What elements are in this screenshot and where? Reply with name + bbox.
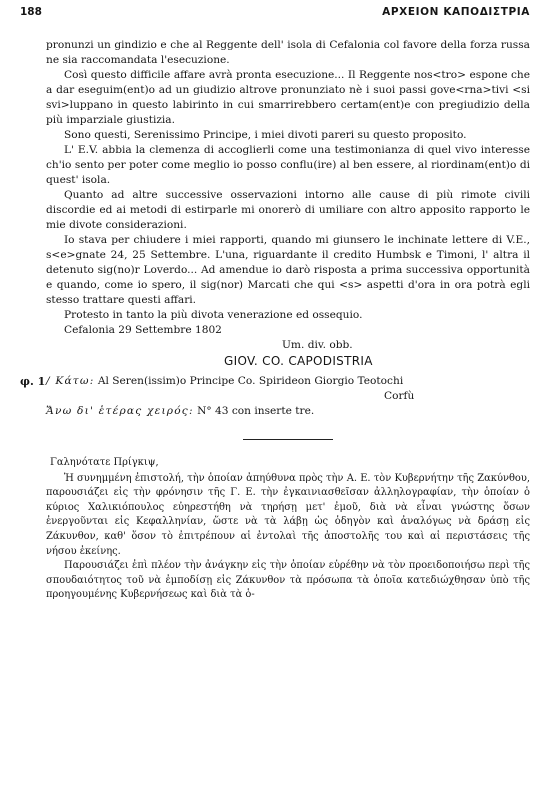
address-block bbox=[20, 374, 530, 419]
address-line bbox=[46, 404, 530, 419]
folio-marker: φ. 1 bbox=[20, 375, 46, 388]
page-body bbox=[20, 38, 530, 603]
greek-salutation: Γαληνότατε Πρίγκιψ, bbox=[50, 457, 159, 468]
letter-date: Cefalonia 29 Settembre 1802 bbox=[64, 324, 222, 336]
greek-paragraph: Ἡ συνημμένη ἐπιστολή, τὴν ὁποίαν ἀπηύθυνα πρὸς τὴν Α. Ε. τὸν Κυβερνήτην τῆς Ζακύνθου, παρουσιάζει εἰς τὴν φρόνησιν τῆς Γ. Ε. τὴν ἐγκαινιασθεῖσαν ἀλληλογραφίαν, τὴν ὁποίαν ὁ κύριος Χαλικιόπουλος εὐηρεστήθη νὰ τηρήσῃ μετ' ἐμοῦ, διὰ νὰ εἶναι γνώστης ὅσων ἐνεργοῦνται εἰς Κεφαλληνίαν, ὥστε νὰ τὰ λάβῃ ὡς ὁδηγὸν καὶ ἀναλόγως νὰ δράσῃ εἰς Ζάκυνθον, καθ' ὅσον τὸ ἐπιτρέπουν αἱ ἐντολαὶ τῆς ἀποστολῆς του καὶ αἱ περιστάσεις τῆς νήσου ἐκείνης. bbox=[46, 472, 530, 557]
address-recipient: Al Seren(issim)o Principe Co. Spirideon Giorgio Teotochi bbox=[97, 375, 404, 387]
italian-paragraph: Così questo difficile affare avrà pronta esecuzione... Il Reggente nos<tro> espone che a dar eseguim(ent)o ad un giudizio altrove pronunziato nè i suoi passi gove<rna>tivi <si svi>luppano in questo labirinto in cui smarrirebbero certam(ent)e con pregiudizio della più imparziale giustizia. bbox=[46, 69, 530, 126]
italian-paragraph: Quanto ad altre successive osservazioni intorno alle cause di più rimote civili discordie ed ai metodi di estirparle mi onorerò di umiliare con altro apposito rapporto le mie divote considerazioni. bbox=[46, 189, 530, 231]
italian-paragraph: Io stava per chiudere i miei rapporti, quando mi giunsero le inchinate lettere di V.E., s<e>gnate 24, 25 Settembre. L'una, riguardante il credito Humbsk e Timoni, l' altra il detenuto sig(no)r Loverdo... Ad amendue io darò risposta a prima successiva opportunità e quando, come io spero, il sig(nor) Marcati che qui <s> aspetti d'ora in ora potrà egli stesso trattare questi affari. bbox=[46, 234, 530, 306]
section-divider bbox=[243, 439, 333, 440]
italian-paragraph: pronunzi un gindizio e che al Reggente dell' isola di Cefalonia col favore della forza russa ne sia raccomandata l'esecuzione. bbox=[46, 39, 530, 66]
signature: GIOV. CO. CAPODISTRIA bbox=[224, 354, 373, 368]
address-line bbox=[46, 374, 530, 389]
closing-line: Protesto in tanto la più divota venerazione ed ossequio. bbox=[64, 309, 363, 321]
sign-off: Um. div. obb. bbox=[282, 339, 353, 351]
greek-translation bbox=[46, 456, 530, 603]
italian-paragraph: L' E.V. abbia la clemenza di accoglierli come una testimonianza di quel vivo interesse ch'io sento per poter come meglio io posso conflu(ire) al ben essere, al riordinam(ent)o di quest' isola. bbox=[46, 144, 530, 186]
address-city: Corfù bbox=[384, 390, 415, 402]
page-number: 188 bbox=[20, 6, 42, 18]
address-above-label: Ἄνω δι' ἑτέρας χειρός: bbox=[46, 405, 194, 417]
italian-paragraph: Sono questi, Serenissimo Principe, i miei divoti pareri su questo proposito. bbox=[64, 129, 467, 141]
page-header bbox=[20, 6, 530, 24]
address-below-label: / Κάτω: bbox=[46, 375, 95, 387]
greek-paragraph: Παρουσιάζει ἐπὶ πλέον τὴν ἀνάγκην εἰς τὴν ὁποίαν εὑρέθην νὰ τὸν προειδοποιήσω περὶ τῆς σπουδαιότητος τοῦ νὰ ἐμποδίσῃ εἰς Ζάκυνθον τὰ πρόσωπα τὰ ὁποῖα κατεδιώχθησαν ὑπὸ τῆς προηγουμένης Κυβερνήσεως καὶ διὰ τὰ ὁ- bbox=[46, 560, 530, 601]
address-number: N° 43 con inserte tre. bbox=[197, 405, 315, 417]
running-title: ΑΡΧΕΙΟΝ ΚΑΠΟΔΙΣΤΡΙΑ bbox=[382, 6, 530, 18]
